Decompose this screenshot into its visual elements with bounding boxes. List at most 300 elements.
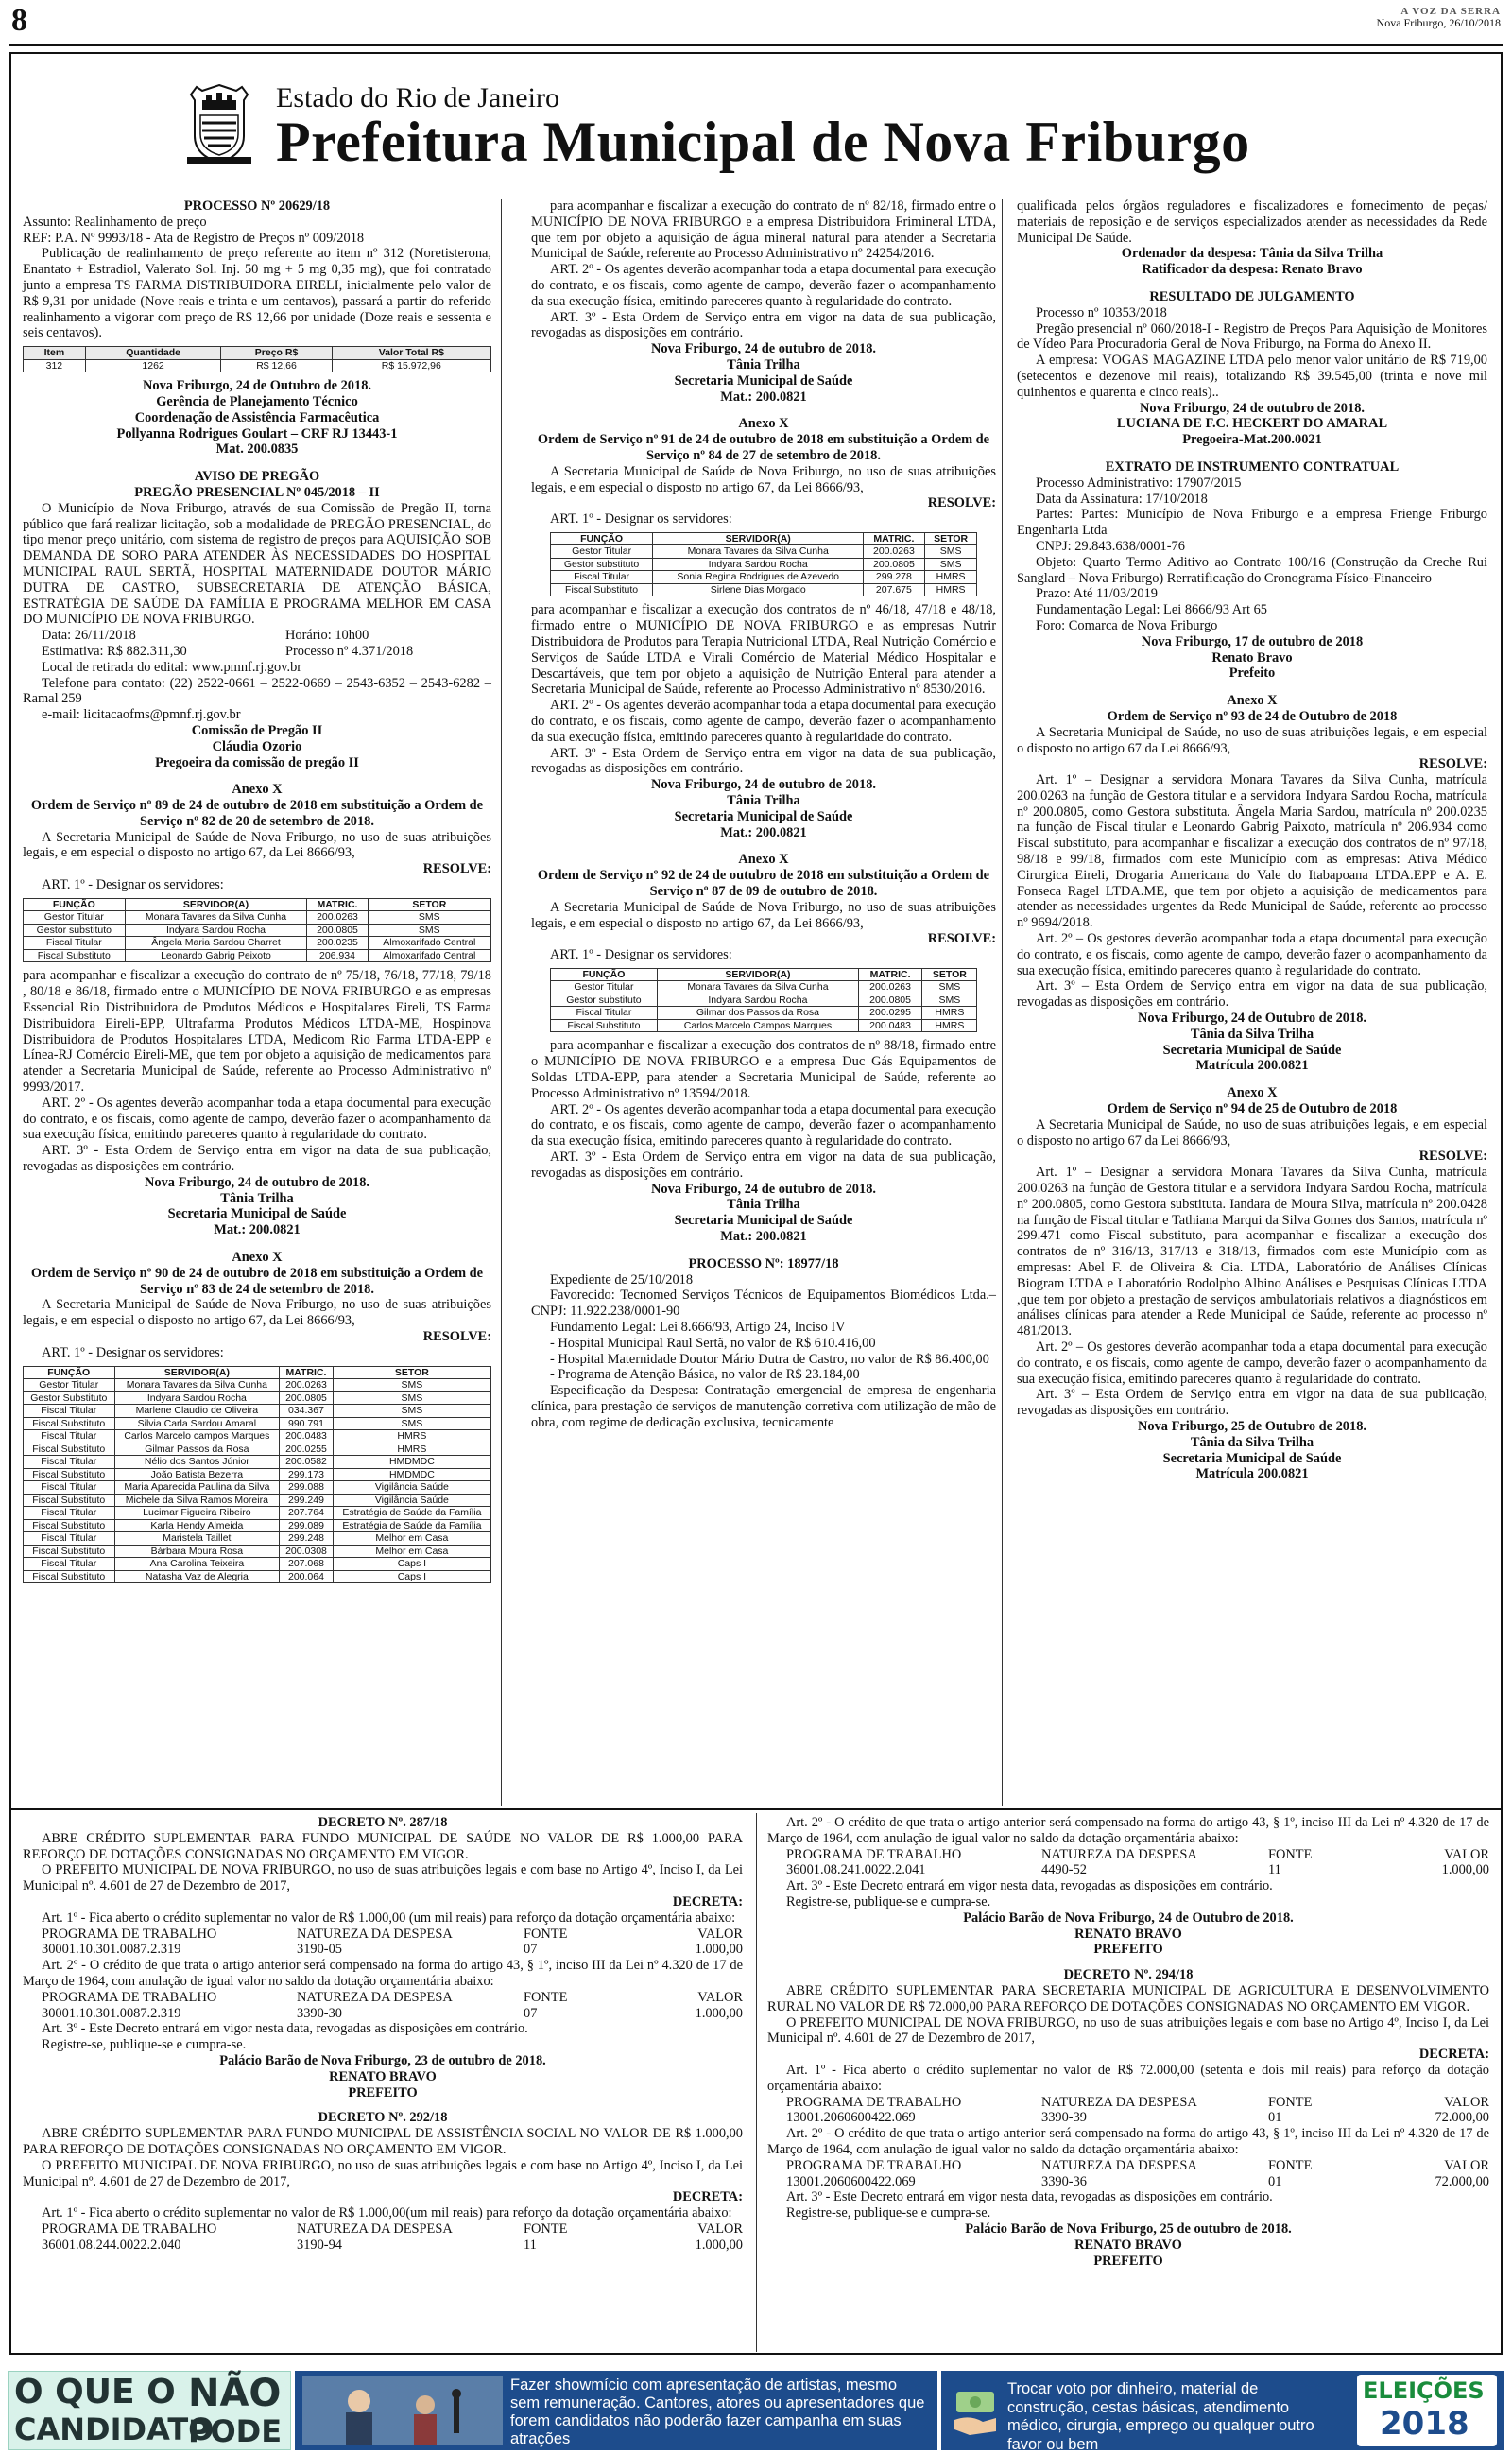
resolve-label: RESOLVE: — [1418, 1149, 1487, 1165]
table-cell: HMRS — [924, 571, 976, 584]
table-cell: Gestor Substituto — [24, 1391, 115, 1405]
table-header: Item — [24, 347, 86, 360]
ad-headline-box — [8, 2371, 291, 2450]
table-cell: SMS — [333, 1417, 490, 1430]
signature-line: Secretaria Municipal de Saúde — [1162, 1042, 1342, 1058]
signature-line: Tânia Trilha — [727, 356, 800, 372]
table-cell: 200.0235 — [307, 937, 368, 950]
table-header: MATRIC. — [863, 532, 924, 545]
table-row — [24, 1391, 491, 1405]
section-heading: Anexo X — [1227, 1085, 1278, 1101]
table-cell: 299.278 — [863, 571, 924, 584]
table-cell: Sirlene Dias Morgado — [653, 583, 863, 596]
table-cell: 200.0582 — [280, 1456, 334, 1469]
signature-line: Nova Friburgo, 24 de outubro de 2018. — [1140, 400, 1365, 416]
section-rule — [9, 1808, 1503, 1810]
table-cell: 13001.2060600422.069 — [786, 2173, 916, 2189]
table-header: PROGRAMA DE TRABALHO — [786, 2157, 962, 2173]
paragraph: Especificação da Despesa: Contratação emergencial de empresa de engenharia clínica, para prestação de serviços de manutenção corretiva com utilização de mão de obra, com regime de dedicação exclusiva, tecnicamente — [531, 1383, 996, 1430]
table-cell: 01 — [1268, 2173, 1282, 2189]
info-text: Estimativa: R$ 882.311,30 — [42, 643, 187, 659]
table-header: SERVIDOR(A) — [653, 532, 863, 545]
table-header: PROGRAMA DE TRABALHO — [42, 2221, 217, 2237]
table-cell: 299.088 — [280, 1481, 334, 1495]
paragraph: qualificada pelos órgãos reguladores e fiscalizadores e fornecimento de peças/ materiais de reposição e de serviços especializados atender as necessidades da Rede Municipal De Saúde. — [1017, 199, 1487, 246]
table-cell: Indyara Sardou Rocha — [658, 994, 858, 1007]
info-text: Data: 26/11/2018 — [42, 628, 136, 644]
paragraph: REF: P.A. Nº 9993/18 - Ata de Registro de Preços nº 009/2018 — [23, 230, 365, 246]
signature-line: Tânia Trilha — [727, 1197, 800, 1213]
table-cell: Maristela Taillet — [114, 1532, 280, 1546]
signature-line: PREFEITO — [348, 2084, 418, 2100]
table-cell: Estratégia de Saúde da Família — [333, 1507, 490, 1520]
table-row — [550, 571, 977, 584]
state-name: Estado do Rio de Janeiro — [276, 82, 559, 113]
paragraph: O PREFEITO MUNICIPAL DE NOVA FRIBURGO, no uso de suas atribuições legais e com base no Artigo 4º, Inciso I, da Lei Municipal nº. 4.601 de 27 de Dezembro de 2017, — [767, 2014, 1489, 2047]
section-heading: Ordem de Serviço nº 90 de 24 de outubro de 2018 em substituição a Ordem de Serviço nº 83 de 24 de setembro de 2018. — [30, 1265, 484, 1297]
paragraph: Art. 2º - O crédito de que trata o artigo anterior será compensado na forma do artigo 43, § 1º, inciso III da Lei nº 4.320 de 17 de Março de 1964, com anulação de igual valor no saldo da dotação orçamentária abaixo: — [767, 2126, 1489, 2157]
table-row — [24, 1430, 491, 1443]
table-cell: Fiscal Titular — [24, 1405, 115, 1418]
paragraph: ART. 1º - Designar os servidores: — [42, 1344, 224, 1360]
table-cell: 13001.2060600422.069 — [786, 2110, 916, 2126]
paragraph: para acompanhar e fiscalizar a execução do contrato de nº 82/18, firmado entre o MUNICÍPIO DE NOVA FRIBURGO e a empresa Distribuidora Frimineral LTDA, que tem por objeto a aquisição de água mineral natural para atender a Secretaria Municipal de Saúde, referente ao Processo Administrativo nº 24254/2016. — [531, 199, 996, 262]
resolve-label: RESOLVE: — [927, 931, 996, 947]
table-cell: HMRS — [924, 583, 976, 596]
table-cell: Fiscal Substituto — [24, 1468, 115, 1481]
table-cell: Vigilância Saúde — [333, 1481, 490, 1495]
section-heading: Ordem de Serviço nº 89 de 24 de outubro de 2018 em substituição a Ordem de Serviço nº 82 de 20 de setembro de 2018. — [30, 798, 484, 829]
table-cell: Fiscal Substituto — [24, 1570, 115, 1583]
table-cell: HMRS — [333, 1443, 490, 1456]
table-cell: Monara Tavares da Silva Cunha — [658, 981, 858, 994]
table-cell: SMS — [924, 558, 976, 571]
signature-line: Pollyanna Rodrigues Goulart – CRF RJ 13443-1 — [116, 425, 398, 441]
signature-line: Mat.: 200.0821 — [720, 824, 807, 840]
table-header: MATRIC. — [858, 968, 922, 981]
table-cell: 200.0805 — [863, 558, 924, 571]
paragraph: Publicação de realinhamento de preço referente ao item nº 312 (Noretisterona, Enantato + Estradiol, Valerato Sol. Inj. 50 mg + 5 mg 0,35 mg), que foi contratado junto a empresa TS FARMA DISTRIBUIDORA EIRELI, inicialmente pelo valor de R$ 9,31 por unidade (Nove reais e trinta e um centavos), passará a partir do referido realinhamento a vigorar com preço de R$ 12,66 por unidade (Doze reais e sessenta e seis centavos). — [23, 246, 491, 341]
signature-line: Ratificador da despesa: Renato Bravo — [1142, 262, 1363, 278]
paragraph: A Secretaria Municipal de Saúde de Nova Friburgo, no uso de suas atribuições legais, e em especial o disposto no artigo 67, da Lei 8666/93, — [23, 1297, 491, 1329]
table-cell: Fiscal Titular — [24, 1481, 115, 1495]
signature-line: PREFEITO — [1093, 2253, 1163, 2269]
table-cell: 36001.08.244.0022.2.040 — [42, 2237, 181, 2253]
table-cell: Fiscal Substituto — [24, 1417, 115, 1430]
section-heading: Anexo X — [1227, 693, 1278, 709]
table-header: VALOR — [697, 1926, 743, 1942]
table-cell: 11 — [524, 2237, 537, 2253]
table-row — [24, 1456, 491, 1469]
signature-line: Nova Friburgo, 25 de Outubro de 2018. — [1138, 1418, 1366, 1434]
table-cell: SMS — [924, 545, 976, 559]
elections-logo — [1357, 2375, 1497, 2446]
table-cell: Fiscal Substituto — [24, 1519, 115, 1532]
signature-line: LUCIANA DE F.C. HECKERT DO AMARAL — [1116, 416, 1388, 432]
signature-line: Nova Friburgo, 24 de outubro de 2018. — [145, 1174, 369, 1190]
table-cell: 200.0263 — [863, 545, 924, 559]
table-cell: SMS — [333, 1405, 490, 1418]
table-row — [24, 1558, 491, 1571]
paragraph: Fundamentação Legal: Lei 8666/93 Art 65 — [1036, 602, 1267, 618]
table-cell: Fiscal Substituto — [550, 583, 653, 596]
section-heading: Ordem de Serviço nº 92 de 24 de outubro de 2018 em substituição a Ordem de Serviço nº 87 de 09 de outubro de 2018. — [537, 868, 990, 899]
signature-line: Cláudia Ozorio — [212, 738, 302, 754]
signature-line: Palácio Barão de Nova Friburgo, 24 de Outubro de 2018. — [963, 1910, 1294, 1926]
table-cell: 299.248 — [280, 1532, 334, 1546]
paragraph: Pregão presencial nº 060/2018-I - Registro de Preços Para Aquisição de Monitores de Vídeo Para Procuradoria Geral de Nova Friburgo, na Forma do Anexo II. — [1017, 320, 1487, 353]
resolve-label: RESOLVE: — [1418, 756, 1487, 772]
table-cell: 30001.10.301.0087.2.319 — [42, 2005, 181, 2021]
table-cell: 200.0308 — [280, 1545, 334, 1558]
info-line: Local de retirada do edital: www.pmnf.rj.gov.br — [42, 659, 302, 675]
table-cell: Caps I — [333, 1570, 490, 1583]
table-cell: Gestor Titular — [550, 545, 653, 559]
table-cell: Gestor Titular — [24, 911, 126, 925]
table-cell: 207.764 — [280, 1507, 334, 1520]
decreta-label: DECRETA: — [1418, 2047, 1489, 2063]
table-cell: Vigilância Saúde — [333, 1494, 490, 1507]
signature-line: Gerência de Planejamento Técnico — [156, 393, 358, 409]
paragraph: ART. 3º - Esta Ordem de Serviço entra em vigor na data de sua publicação, revogadas as disposições em contrário. — [531, 745, 996, 777]
signature-line: Pregoeira da comissão de pregão II — [155, 754, 359, 770]
table-row — [24, 949, 491, 962]
signature-line: Nova Friburgo, 24 de Outubro de 2018. — [1138, 1011, 1366, 1027]
resolve-label: RESOLVE: — [422, 861, 491, 877]
paragraph: Art. 2º - O crédito de que trata o artigo anterior será compensado na forma do artigo 43, § 1º, inciso III da Lei nº 4.320 de 17 de Março de 1964, com anulação de igual valor no saldo da dotação orçamentária abaixo: — [23, 1958, 743, 1989]
info-line: e-mail: licitacaofms@pmnf.rj.gov.br — [42, 707, 241, 723]
table-header: SETOR — [922, 968, 977, 981]
paragraph: Registre-se, publique-se e cumpra-se. — [786, 2205, 991, 2221]
table-cell: João Batista Bezerra — [114, 1468, 280, 1481]
table-cell: R$ 12,66 — [221, 359, 332, 372]
budget-table — [767, 2158, 1489, 2190]
table-cell: Karla Hendy Almeida — [114, 1519, 280, 1532]
table-header: FONTE — [1268, 1846, 1313, 1862]
signature-line: Tânia da Silva Trilha — [1190, 1434, 1314, 1450]
table-cell: Monara Tavares da Silva Cunha — [114, 1379, 280, 1392]
section-heading: Anexo X — [738, 852, 789, 868]
signature-line: RENATO BRAVO — [329, 2068, 437, 2084]
table-header: FONTE — [1268, 2157, 1313, 2173]
table-cell: Fiscal Titular — [24, 1532, 115, 1546]
paragraph: Registre-se, publique-se e cumpra-se. — [786, 1893, 991, 1910]
decreta-label: DECRETA: — [672, 1893, 743, 1910]
column-divider — [756, 1813, 757, 2352]
table-cell: 01 — [1268, 2110, 1282, 2126]
section-heading: Ordem de Serviço nº 93 de 24 de Outubro de 2018 — [1107, 708, 1398, 724]
signature-line: Nova Friburgo, 17 de outubro de 2018 — [1141, 633, 1364, 649]
column-divider — [1002, 199, 1003, 1806]
table-cell: 72.000,00 — [1435, 2110, 1489, 2126]
table-row — [24, 1532, 491, 1546]
table-cell: 1262 — [85, 359, 221, 372]
table-header: FUNÇÃO — [550, 968, 658, 981]
signature-line: Pregoeira-Mat.200.0021 — [1182, 432, 1322, 448]
table-header: SETOR — [924, 532, 976, 545]
table-cell: Indyara Sardou Rocha — [653, 558, 863, 571]
table-header: SERVIDOR(A) — [658, 968, 858, 981]
paragraph: para acompanhar e fiscalizar a execução dos contratos de nº 88/18, firmado entre o MUNICÍPIO DE NOVA FRIBURGO e a empresa Duc Gás Equipamentos de Soldas LTDA-EPP, para atender a Secretaria Municipal de Saúde, referente ao Processo Administrativo nº 13594/2018. — [531, 1038, 996, 1101]
budget-table — [23, 2221, 743, 2254]
ad-panel — [941, 2371, 1504, 2453]
table-row — [550, 981, 977, 994]
table-header: NATUREZA DA DESPESA — [297, 1989, 453, 2005]
paragraph: A Secretaria Municipal de Saúde de Nova Friburgo, no uso de suas atribuições legais, e em especial o disposto no artigo 67, da Lei 8666/93, — [23, 829, 491, 861]
servers-table — [23, 898, 491, 963]
table-cell: Gestor substituto — [550, 994, 658, 1007]
signature-line: Mat.: 200.0821 — [720, 389, 807, 405]
table-cell: Ângela Maria Sardou Charret — [125, 937, 307, 950]
paragraph: Art. 3º - Este Decreto entrará em vigor nesta data, revogadas as disposições em contrário. — [786, 1878, 1273, 1894]
table-cell: 07 — [524, 2005, 538, 2021]
table-cell: 299.089 — [280, 1519, 334, 1532]
signature-line: Secretaria Municipal de Saúde — [674, 372, 853, 389]
page-title: Prefeitura Municipal de Nova Friburgo — [276, 111, 1250, 173]
table-header: FONTE — [524, 2221, 568, 2237]
table-cell: 200.0805 — [280, 1391, 334, 1405]
table-header: VALOR — [1444, 1846, 1489, 1862]
table-cell: 990.791 — [280, 1417, 334, 1430]
section-heading: Ordem de Serviço nº 94 de 25 de Outubro de 2018 — [1107, 1101, 1398, 1117]
signature-line: Palácio Barão de Nova Friburgo, 25 de outubro de 2018. — [965, 2221, 1292, 2237]
running-header — [1377, 6, 1501, 28]
paragraph: Prazo: Até 11/03/2019 — [1036, 586, 1158, 602]
table-cell: Estratégia de Saúde da Família — [333, 1519, 490, 1532]
signature-line: RENATO BRAVO — [1074, 1926, 1182, 1942]
decrees-right — [767, 1815, 1489, 2269]
ad-headline: CANDIDATO — [14, 2411, 215, 2447]
table-cell: 1.000,00 — [695, 1942, 743, 1958]
table-cell: Maria Aparecida Paulina da Silva — [114, 1481, 280, 1495]
table-cell: 3390-30 — [297, 2005, 342, 2021]
table-cell: Caps I — [333, 1558, 490, 1571]
header-rule — [9, 44, 1503, 46]
table-header: FUNÇÃO — [24, 898, 126, 911]
info-text: Processo nº 4.371/2018 — [285, 643, 414, 659]
money-hand-icon — [951, 2382, 1000, 2439]
table-header: Quantidade — [85, 347, 221, 360]
table-cell: Fiscal Titular — [24, 1430, 115, 1443]
ad-panel — [295, 2371, 937, 2450]
table-header: FUNÇÃO — [24, 1366, 115, 1379]
decree-title: DECRETO Nº. 294/18 — [1063, 1967, 1194, 1983]
signature-line: Mat. 200.0835 — [215, 441, 299, 458]
table-cell: Fiscal Titular — [24, 937, 126, 950]
table-cell: 3190-05 — [297, 1942, 342, 1958]
table-cell: 312 — [24, 359, 86, 372]
table-header: NATUREZA DA DESPESA — [297, 2221, 453, 2237]
signature-line: PREFEITO — [1093, 1942, 1163, 1958]
table-header: FUNÇÃO — [550, 532, 653, 545]
signature-line: Mat.: 200.0821 — [720, 1229, 807, 1245]
signature-line: Palácio Barão de Nova Friburgo, 23 de outubro de 2018. — [219, 2052, 546, 2068]
table-row — [24, 1519, 491, 1532]
signature-line: Comissão de Pregão II — [191, 722, 323, 738]
section-heading: EXTRATO DE INSTRUMENTO CONTRATUAL — [1105, 458, 1400, 475]
section-heading: RESULTADO DE JULGAMENTO — [1149, 288, 1355, 304]
signature-line: Secretaria Municipal de Saúde — [167, 1206, 347, 1222]
table-cell: SMS — [368, 924, 490, 937]
table-row — [550, 558, 977, 571]
paragraph: Art. 2º – Os gestores deverão acompanhar toda a etapa documental para execução do contrato, e os fiscais, como agente de campo, deverão fazer o acompanhamento da sua execução física, emitindo pareceres quanto à regularidade do contrato. — [1017, 931, 1487, 978]
table-row — [24, 1379, 491, 1392]
signature-line: Renato Bravo — [1211, 649, 1293, 665]
table-row — [24, 1405, 491, 1418]
signature-line: Nova Friburgo, 24 de Outubro de 2018. — [143, 378, 371, 394]
table-row — [24, 937, 491, 950]
paragraph: Art. 1º - Fica aberto o crédito suplementar no valor de R$ 1.000,00 (um mil reais) para reforço da dotação orçamentária abaixo: — [42, 1910, 736, 1926]
table-cell: Fiscal Titular — [550, 571, 653, 584]
table-cell: 200.0805 — [307, 924, 368, 937]
signature-line: Mat.: 200.0821 — [214, 1222, 301, 1238]
paragraph: A empresa: VOGAS MAGAZINE LTDA pelo menor valor unitário de R$ 719,00 (setecentos e dezenove mil reais), totalizando R$ 39.545,00 (trinta e nove mil quinhentos e quarenta e cinco reais).. — [1017, 353, 1487, 400]
paragraph: Art. 3º - Este Decreto entrará em vigor nesta data, revogadas as disposições em contrário. — [786, 2189, 1273, 2205]
table-cell: SMS — [922, 981, 977, 994]
table-cell: 200.0295 — [858, 1007, 922, 1020]
table-cell: 299.249 — [280, 1494, 334, 1507]
table-header: VALOR — [1444, 2094, 1489, 2110]
table-cell: Fiscal Titular — [24, 1558, 115, 1571]
table-cell: Fiscal Titular — [550, 1007, 658, 1020]
servers-table — [550, 968, 978, 1033]
paragraph: Art. 1º – Designar a servidora Monara Tavares da Silva Cunha, matrícula 200.0263 na função de Gestora titular e a servidora Indyara Sardou Rocha, matrícula nº 200.0805, como Gestora substituta. Ângela Maria Sardou, matrícula nº 200.0235 na função de Fiscal titular e Leonardo Gabrig Paixoto, matrícula nº 206.934 como Fiscal substituto, para acompanhar e fiscalizar a execução dos contratos de nº 97/18, 98/18 e 99/18, firmados com este Município com as empresas: Ativa Médico Cirurgica Eireli, Drogaria Americana do Vale do Itabapoana LTDA.EPP e A. E. Fonseca Ragel LTDA.ME, que tem por objeto a aquisição de medicamentos para atender as necessidades urgentes da Rede Municipal de Saúde, referente ao processo nº 9694/2018. — [1017, 772, 1487, 931]
table-cell: Gilmar Passos da Rosa — [114, 1443, 280, 1456]
section-heading: PROCESSO Nº: 18977/18 — [688, 1255, 839, 1271]
paragraph: - Hospital Maternidade Doutor Mário Dutra de Castro, no valor de R$ 86.400,00 — [550, 1351, 989, 1367]
table-header: VALOR — [697, 1989, 743, 2005]
signature-line: Tânia Trilha — [220, 1190, 294, 1206]
table-row — [24, 911, 491, 925]
table-cell: Marlene Claudio de Oliveira — [114, 1405, 280, 1418]
paragraph: Objeto: Quarto Termo Aditivo ao Contrato 100/16 (Construção da Creche Rui Sanglard – Nova Friburgo) Rerratificação do Cronograma Físico-Financeiro — [1017, 554, 1487, 586]
table-cell: Michele da Silva Ramos Moreira — [114, 1494, 280, 1507]
table-cell: 200.0263 — [280, 1379, 334, 1392]
paragraph: O PREFEITO MUNICIPAL DE NOVA FRIBURGO, no uso de suas atribuições legais e com base no Artigo 4º, Inciso I, da Lei Municipal nº. 4.601 de 27 de Dezembro de 2017, — [23, 2157, 743, 2189]
table-cell: Indyara Sardou Rocha — [114, 1391, 280, 1405]
paragraph: Fundamento Legal: Lei 8.666/93, Artigo 24, Inciso IV — [550, 1320, 846, 1336]
table-cell: Fiscal Titular — [24, 1507, 115, 1520]
paragraph: Processo Administrativo: 17907/2015 — [1036, 475, 1242, 491]
table-cell: 3390-36 — [1041, 2173, 1087, 2189]
table-cell: HMRS — [922, 1019, 977, 1032]
paragraph: Favorecido: Tecnomed Serviços Técnicos de Equipamentos Biomédicos Ltda.– CNPJ: 11.922.238/0001-90 — [531, 1287, 996, 1320]
column-3 — [1017, 199, 1487, 1482]
table-cell: 200.0805 — [858, 994, 922, 1007]
table-cell: Gestor substituto — [550, 558, 653, 571]
paragraph: ART. 3º - Esta Ordem de Serviço entra em vigor na data de sua publicação, revogadas as disposições em contrário. — [531, 309, 996, 341]
table-cell: Monara Tavares da Silva Cunha — [653, 545, 863, 559]
table-cell: Sonia Regina Rodrigues de Azevedo — [653, 571, 863, 584]
table-cell: Fiscal Titular — [24, 1456, 115, 1469]
paragraph: A Secretaria Municipal de Saúde de Nova Friburgo, no uso de suas atribuições legais, e em especial o disposto no artigo 67, da Lei 8666/93, — [531, 899, 996, 931]
decreta-label: DECRETA: — [672, 2189, 743, 2205]
issue-date: Nova Friburgo, 26/10/2018 — [1376, 16, 1501, 29]
table-cell: HMRS — [922, 1007, 977, 1020]
table-cell: Gestor substituto — [24, 924, 126, 937]
price-table — [23, 346, 491, 372]
table-row — [550, 1007, 977, 1020]
paragraph: Art. 3º – Esta Ordem de Serviço entra em vigor na data de sua publicação, revogadas as disposições em contrário. — [1017, 978, 1487, 1011]
table-header: PROGRAMA DE TRABALHO — [42, 1989, 217, 2005]
table-cell: Fiscal Substituto — [24, 949, 126, 962]
elections-logo-year: 2018 — [1380, 2405, 1469, 2443]
signature-line: Ordenador da despesa: Tânia da Silva Trilha — [1121, 246, 1383, 262]
section-heading: Ordem de Serviço nº 91 de 24 de outubro de 2018 em substituição a Ordem de Serviço nº 84 de 27 de setembro de 2018. — [537, 432, 990, 463]
paragraph: Art. 2º – Os gestores deverão acompanhar toda a etapa documental para execução do contrato, e os fiscais, como agente de campo, deverão fazer o acompanhamento da sua execução física, emitindo pareceres quanto à regularidade do contrato. — [1017, 1339, 1487, 1387]
signature-line: Secretaria Municipal de Saúde — [674, 808, 853, 824]
info-text: Horário: 10h00 — [285, 628, 369, 644]
table-row — [24, 1507, 491, 1520]
paragraph: Art. 2º - O crédito de que trata o artigo anterior será compensado na forma do artigo 43, § 1º, inciso III da Lei nº 4.320 de 17 de Março de 1964, com anulação de igual valor no saldo da dotação orçamentária abaixo: — [767, 1815, 1489, 1846]
paragraph: ART. 3º - Esta Ordem de Serviço entra em vigor na data de sua publicação, revogadas as disposições em contrário. — [23, 1143, 491, 1174]
table-cell: HMRS — [333, 1430, 490, 1443]
table-header: FONTE — [524, 1989, 568, 2005]
table-cell: Melhor em Casa — [333, 1532, 490, 1546]
section-heading: Anexo X — [738, 416, 789, 432]
table-cell: 72.000,00 — [1435, 2173, 1489, 2189]
signature-line: Secretaria Municipal de Saúde — [1162, 1450, 1342, 1466]
election-ad-banner — [0, 2363, 1512, 2454]
signature-line: Nova Friburgo, 24 de outubro de 2018. — [651, 341, 876, 357]
table-cell: Gestor Titular — [24, 1379, 115, 1392]
table-cell: Indyara Sardou Rocha — [125, 924, 307, 937]
paragraph: Partes: Partes: Município de Nova Friburgo e a empresa Frienge Friburgo Engenharia Ltda — [1017, 507, 1487, 539]
section-heading: AVISO DE PREGÃO — [194, 469, 320, 485]
table-header: NATUREZA DA DESPESA — [1041, 2157, 1197, 2173]
table-cell: 207.675 — [863, 583, 924, 596]
paragraph: - Hospital Municipal Raul Sertã, no valor de R$ 610.416,00 — [550, 1335, 876, 1351]
paragraph: ART. 3º - Esta Ordem de Serviço entra em vigor na data de sua publicação, revogadas as disposições em contrário. — [531, 1149, 996, 1181]
section-heading: Anexo X — [232, 1249, 283, 1265]
table-cell: Fiscal Substituto — [24, 1545, 115, 1558]
table-cell: Gestor Titular — [550, 981, 658, 994]
budget-table — [23, 1990, 743, 2022]
table-header: SETOR — [333, 1366, 490, 1379]
table-header: SERVIDOR(A) — [114, 1366, 280, 1379]
paragraph: ART. 1º - Designar os servidores: — [550, 511, 732, 527]
table-cell: 200.0263 — [307, 911, 368, 925]
paragraph: para acompanhar e fiscalizar a execução do contrato de nº 75/18, 76/18, 77/18, 79/18 , 80/18 e 86/18, firmado entre o MUNICÍPIO DE NOVA FRIBURGO e as empresas Essencial Rio Distribuidora de Produtos Médicos e Hospitalares Eireli, TS Farma Distribuidora Eireli-EPP, Ultrafarma Produtos Médicos LTDA-ME, Hospinova Distribuidora de Produtos Hospitalares LTDA, Medicom Rio Farma LTDA-EPP e Línea-RJ Comércio Eireli-ME, que tem por objeto a aquisição de medicamentos para atender a Secretaria Municipal de Saúde, referente ao Processo Administrativo nº 9993/2017. — [23, 968, 491, 1095]
paragraph: Data da Assinatura: 17/10/2018 — [1036, 491, 1208, 507]
table-cell: 299.173 — [280, 1468, 334, 1481]
table-header: SETOR — [368, 898, 490, 911]
showmicio-photo-icon — [302, 2376, 503, 2445]
table-cell: 207.068 — [280, 1558, 334, 1571]
paragraph: A Secretaria Municipal de Saúde, no uso de suas atribuições legais, e em especial o disposto no artigo 67 da Lei 8666/93, — [1017, 1116, 1487, 1149]
ad-headline: PODE — [188, 2413, 283, 2449]
table-row — [24, 1443, 491, 1456]
resolve-label: RESOLVE: — [927, 495, 996, 511]
table-header: PROGRAMA DE TRABALHO — [786, 1846, 962, 1862]
decree-summary: ABRE CRÉDITO SUPLEMENTAR PARA FUNDO MUNICIPAL DE SAÚDE NO VALOR DE R$ 1.000,00 PARA REFORÇO DE DOTAÇÕES CONSIGNADAS NO ORÇAMENTO EM VIGOR. — [23, 1830, 743, 1862]
page-number: 8 — [11, 3, 27, 38]
column-1 — [23, 199, 491, 1589]
paragraph: A Secretaria Municipal de Saúde de Nova Friburgo, no uso de suas atribuições legais, e em especial o disposto no artigo 67, da Lei 8666/93, — [531, 463, 996, 495]
table-cell: R$ 15.972,96 — [332, 359, 490, 372]
decree-title: DECRETO Nº. 292/18 — [318, 2110, 448, 2126]
table-header: FONTE — [1268, 2094, 1313, 2110]
publication-name: A VOZ DA SERRA — [1400, 6, 1501, 17]
table-cell: Carlos Marcelo campos Marques — [114, 1430, 280, 1443]
signature-line: Tânia Trilha — [727, 793, 800, 808]
table-cell: 206.934 — [307, 949, 368, 962]
table-header: Preço R$ — [221, 347, 332, 360]
city-crest-icon — [181, 81, 257, 166]
table-cell: 200.064 — [280, 1570, 334, 1583]
section-heading: PREGÃO PRESENCIAL Nº 045/2018 – II — [134, 484, 380, 500]
budget-table — [767, 1847, 1489, 1879]
